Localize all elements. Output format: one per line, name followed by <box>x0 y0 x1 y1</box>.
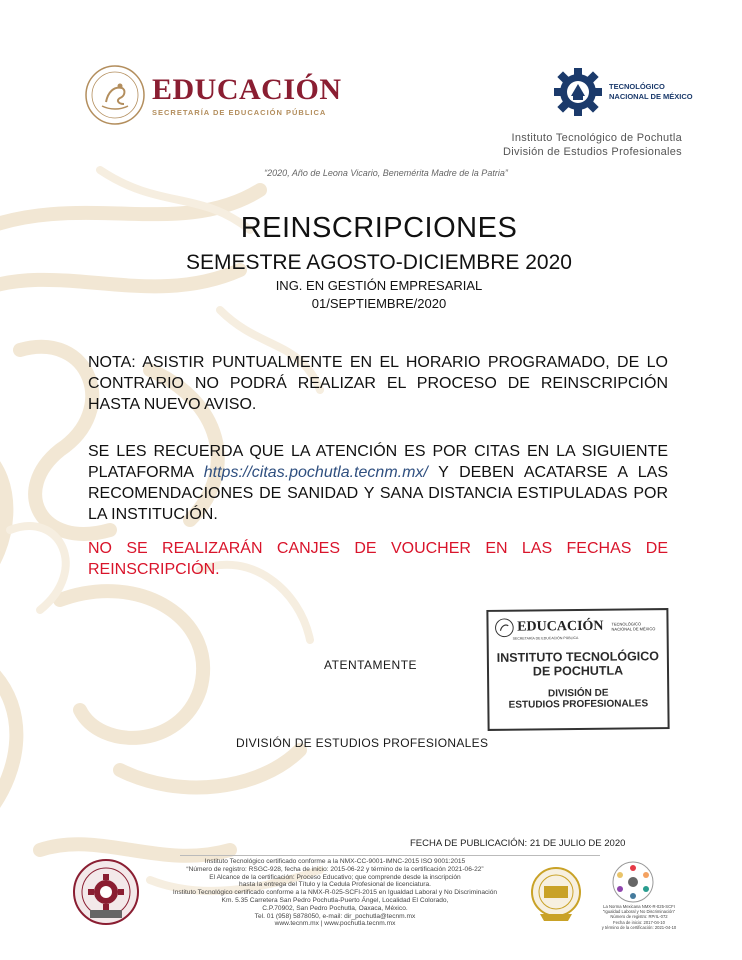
document-date: 01/SEPTIEMBRE/2020 <box>311 296 447 311</box>
sep-logo <box>84 64 342 126</box>
reminder-text-before: SE LES RECUERDA QUE LA ATENCIÓN ES POR CITAS EN LA SIGUIENTE PLATAFORMA <box>88 443 668 481</box>
stamp-institute <box>489 649 667 679</box>
stamp-division <box>489 687 667 711</box>
semester-subtitle: SEMESTRE AGOSTO-DICIEMBRE 2020 <box>186 251 572 274</box>
publication-date: FECHA DE PUBLICACIÓN: 21 DE JULIO DE 2020 <box>410 838 626 849</box>
stamp-edu: EDUCACIÓN <box>517 618 604 635</box>
stamp-edu-sub: SECRETARÍA DE EDUCACIÓN PÚBLICA <box>512 635 579 641</box>
footer-line: Instituto Tecnológico certificado conforme a la NMX-R-025-SCFI-2015 en Igualdad Laboral y No Discriminación <box>172 889 498 897</box>
tecnm-gear-icon <box>553 66 603 118</box>
career-name: ING. EN GESTIÓN EMPRESARIAL <box>275 278 483 293</box>
equality-certification-text <box>594 904 684 930</box>
gender-equality-badge-icon <box>608 860 658 904</box>
footer-certification <box>140 858 530 928</box>
appointments-link[interactable]: https://citas.pochutla.tecnm.mx/ <box>203 464 428 481</box>
department-name: División de Estudios Profesionales <box>503 146 682 158</box>
ig-line: y término de la certificación: 2021-04-10 <box>601 924 677 930</box>
footer-line: Tel. 01 (958) 5878050, e-mail: dir_pochutla@tecnm.mx <box>254 912 416 920</box>
footer-line: www.tecnm.mx | www.pochutla.tecnm.mx <box>274 920 396 928</box>
stamp-inst-line2: DE POCHUTLA <box>532 663 624 679</box>
tecnm-logo <box>553 66 693 118</box>
footer-line: “Número de registro: RSGC-928, fecha de inicio: 2015-06-22 y término de la certificación 2021-06-22” <box>186 865 484 873</box>
reminder-text-after: Y DEBEN ACATARSE A LAS RECOMENDACIONES DE SANIDAD Y SANA DISTANCIA ESTIPULADAS POR LA INSTITUCIÓN. <box>88 464 668 523</box>
reminder-paragraph <box>88 441 668 525</box>
footer-line: Instituto Tecnológico certificado conforme a la NMX-CC-9001-IMNC-2015 ISO 9001:2015 <box>204 858 466 865</box>
tecnm-line1: TECNOLÓGICO <box>609 82 665 91</box>
ig-line: La Norma Mexicana NMX-R-025-SCFI <box>603 904 675 909</box>
institute-seal-icon <box>72 858 140 926</box>
institute-name: Instituto Tecnológico de Pochutla <box>511 132 682 144</box>
footer-line: El Alcance de la certificación: Proceso Educativo; que comprende desde la inscripción <box>209 873 461 881</box>
footer-line: Km. 5.35 Carretera San Pedro Pochutla-Puerto Ángel, Localidad El Colorado, <box>221 896 449 904</box>
footer-divider <box>180 855 600 856</box>
tecnm-line2: NACIONAL DE MÉXICO <box>609 92 693 101</box>
stamp-div-line1: DIVISIÓN DE <box>547 687 609 700</box>
stamp-seal-icon <box>494 618 514 638</box>
imnc-certification-badge-icon <box>530 866 582 922</box>
signature-text: DIVISIÓN DE ESTUDIOS PROFESIONALES <box>236 736 489 750</box>
stamp-tec: TECNOLÓGICO NACIONAL DE MÉXICO <box>611 621 656 632</box>
sep-name: EDUCACIÓN <box>152 72 342 106</box>
mexico-seal-icon <box>84 64 146 126</box>
closing-text: ATENTAMENTE <box>324 658 418 672</box>
official-stamp <box>486 608 669 731</box>
ig-line: Número de registro: RPrIL-072 <box>610 914 668 920</box>
ig-line: Fecha de inicio: 2017-04-10 <box>613 919 665 925</box>
warning-paragraph: NO SE REALIZARÁN CANJES DE VOUCHER EN LAS FECHAS DE REINSCRIPCIÓN. <box>88 540 668 578</box>
stamp-inst-line1: INSTITUTO TECNOLÓGICO <box>496 649 660 665</box>
note-paragraph: NOTA: ASISTIR PUNTUALMENTE EN EL HORARIO PROGRAMADO, DE LO CONTRARIO NO PODRÁ REALIZAR EL PROCESO DE REINSCRIPCIÓN HASTA NUEVO AVISO. <box>88 354 668 413</box>
page-title: REINSCRIPCIONES <box>240 212 518 244</box>
year-motto: “2020, Año de Leona Vicario, Benemérita Madre de la Patria” <box>264 168 508 178</box>
stamp-div-line2: ESTUDIOS PROFESIONALES <box>508 698 649 711</box>
footer-line: hasta la entrega del Título y la Cedula Profesional de licenciatura. <box>239 881 431 889</box>
footer-line: C.P.70902, San Pedro Pochutla, Oaxaca, México. <box>262 904 408 912</box>
institution-info <box>503 131 682 159</box>
ig-line: “Igualdad Laboral y No Discriminación” <box>602 909 676 915</box>
sep-subtitle: SECRETARÍA DE EDUCACIÓN PÚBLICA <box>152 107 327 117</box>
